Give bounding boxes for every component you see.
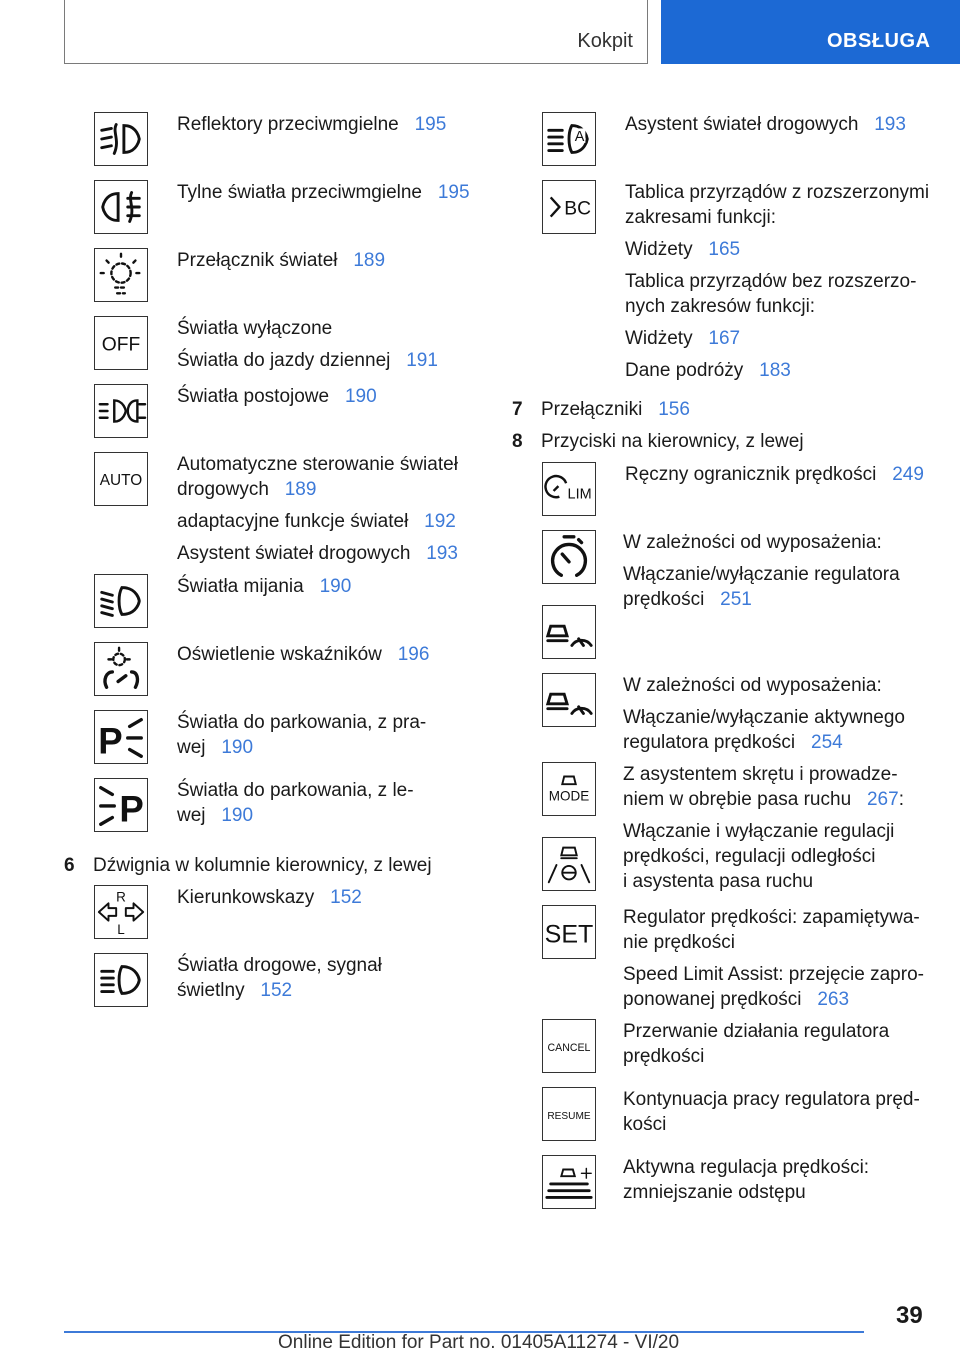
high-beam-assistant-icon <box>542 112 596 166</box>
cluster-extended-text-2: zakresami funkcji: <box>625 207 776 228</box>
front-fog-text: Reflektory przeciwmgielne 195 <box>177 114 447 135</box>
active-cruise-text-2: Włączanie/wyłączanie aktywnego <box>623 707 905 728</box>
active-cruise-text-1: W zależności od wyposażenia: <box>623 675 882 696</box>
svg-text:L: L <box>117 922 125 938</box>
svg-text:RESUME: RESUME <box>547 1110 591 1122</box>
light-switch-icon <box>94 248 148 302</box>
daytime-lights-text: Światła do jazdy dziennej 191 <box>177 350 438 371</box>
cruise-control-text-2: Włączanie/wyłączanie regulatora <box>623 564 900 585</box>
page-ref[interactable]: 165 <box>708 239 741 260</box>
page-ref[interactable]: 189 <box>284 479 317 500</box>
widgets-text-1: Widżety 165 <box>625 239 741 260</box>
page-ref[interactable]: 192 <box>424 511 456 532</box>
speed-limiter-icon <box>542 462 596 516</box>
widgets-text-2: Widżety 167 <box>625 328 741 349</box>
cruise-control-text-3: prędkości 251 <box>623 589 752 610</box>
parking-right-text-2: wej 190 <box>177 737 254 758</box>
svg-text:BC: BC <box>564 198 592 220</box>
auto-lights-text-2: drogowych 189 <box>177 479 317 500</box>
page-ref[interactable]: 267 <box>866 789 899 810</box>
light-switch-text: Przełącznik świateł 189 <box>177 250 386 271</box>
instrument-lighting-text: Oświetlenie wskaźników 196 <box>177 644 430 665</box>
parking-light-left-icon <box>94 778 148 832</box>
instrument-lighting-icon <box>94 642 148 696</box>
auto-lights-text-1: Automatyczne sterowanie świateł <box>177 454 458 475</box>
assist-toggle-text-1: Włączanie i wyłączanie regulacji <box>623 821 895 842</box>
header-chapter-title: OBSŁUGA <box>827 30 931 52</box>
page-number: 39 <box>896 1302 923 1329</box>
high-beam-icon <box>94 953 148 1007</box>
lane-assist-text-1: Z asystentem skrętu i prowadze- <box>623 764 898 785</box>
page-ref[interactable]: 189 <box>353 250 386 271</box>
page-ref[interactable]: 254 <box>811 732 843 753</box>
lights-off-icon <box>94 316 148 370</box>
page-ref[interactable]: 249 <box>892 464 924 485</box>
page-ref[interactable]: 190 <box>221 737 254 758</box>
set-speed-text-1: Regulator prędkości: zapamiętywa- <box>623 907 920 928</box>
svg-text:OFF: OFF <box>101 334 141 356</box>
cluster-basic-text-2: nych zakresów funkcji: <box>625 296 816 317</box>
active-cruise-text-3: regulatora prędkości 254 <box>623 732 843 753</box>
front-fog-light-icon <box>94 112 148 166</box>
footer-edition: Online Edition for Part no. 01405A11274 - VI/20 <box>278 1332 680 1353</box>
page-ref[interactable]: 251 <box>720 589 752 610</box>
svg-text:MODE: MODE <box>548 788 590 804</box>
speed-limit-assist-text-1: Speed Limit Assist: przejęcie zapro- <box>623 964 924 985</box>
rear-fog-text: Tylne światła przeciwmgielne 195 <box>177 182 470 203</box>
parking-light-right-icon <box>94 710 148 764</box>
trip-data-text: Dane podróży 183 <box>625 360 791 381</box>
cluster-basic-text-1: Tablica przyrządów bez rozszerzo- <box>625 271 917 292</box>
resume-text-2: kości <box>623 1114 667 1135</box>
page-ref[interactable]: 190 <box>319 576 352 597</box>
header-section-title: Kokpit <box>577 30 633 52</box>
svg-text:AUTO: AUTO <box>99 471 143 489</box>
turn-signal-icon <box>94 885 148 939</box>
section-number: 8 <box>512 431 523 452</box>
page-ref[interactable]: 263 <box>817 989 850 1010</box>
lane-assist-text-2: niem w obrębie pasa ruchu 267: <box>623 789 904 810</box>
section-number: 6 <box>64 855 75 876</box>
page-ref[interactable]: 156 <box>658 399 690 420</box>
page-ref[interactable]: 183 <box>759 360 791 381</box>
active-cruise-icon <box>542 673 596 727</box>
page-ref[interactable]: 191 <box>406 350 438 371</box>
high-beam-assistant-text: Asystent świateł drogowych 193 <box>625 114 906 135</box>
page-ref[interactable]: 167 <box>708 328 741 349</box>
high-beam-assist-text: Asystent świateł drogowych 193 <box>177 543 458 564</box>
low-beam-icon <box>94 574 148 628</box>
driving-assistant-icon <box>542 837 596 891</box>
parking-left-text-2: wej 190 <box>177 805 254 826</box>
svg-text:A: A <box>574 128 585 145</box>
header-chapter-tab <box>661 0 960 64</box>
svg-text:LIM: LIM <box>567 486 592 503</box>
cancel-text-2: prędkości <box>623 1046 705 1067</box>
resume-button-icon <box>542 1087 596 1141</box>
section-8-title: Przyciski na kierownicy, z lewej <box>541 431 804 452</box>
page-ref[interactable]: 195 <box>437 182 470 203</box>
parking-lights-icon <box>94 384 148 438</box>
distance-decrease-icon <box>542 1155 596 1209</box>
svg-text:P: P <box>119 788 144 830</box>
section-number: 7 <box>512 399 523 420</box>
auto-lights-icon <box>94 452 148 506</box>
section-6-title: Dźwignia w kolumnie kierownicy, z lewej <box>93 855 432 876</box>
svg-text:P: P <box>98 720 123 762</box>
set-speed-text-2: nie prędkości <box>623 932 735 953</box>
distance-decrease-text-2: zmniejszanie odstępu <box>623 1182 806 1203</box>
speed-limiter-text: Ręczny ogranicznik prędkości 249 <box>625 464 924 485</box>
page-ref[interactable]: 190 <box>344 386 377 407</box>
resume-text-1: Kontynuacja pracy regulatora pręd- <box>623 1089 920 1110</box>
distance-decrease-text-1: Aktywna regulacja prędkości: <box>623 1157 870 1178</box>
rear-fog-light-icon <box>94 180 148 234</box>
page-ref[interactable]: 195 <box>414 114 447 135</box>
parking-lights-text: Światła postojowe 190 <box>177 386 377 407</box>
high-beam-text-1: Światła drogowe, sygnał <box>177 955 382 976</box>
assist-toggle-text-3: i asystenta pasa ruchu <box>623 871 814 892</box>
svg-text:R: R <box>116 889 126 905</box>
high-beam-text-2: świetlny 152 <box>177 980 293 1001</box>
mode-button-icon <box>542 762 596 816</box>
cruise-control-icon <box>542 530 596 584</box>
low-beam-text: Światła mijania 190 <box>177 576 352 597</box>
bc-button-icon <box>542 180 596 234</box>
page-ref[interactable]: 190 <box>221 805 254 826</box>
speed-limit-assist-text-2: ponowanej prędkości 263 <box>623 989 850 1010</box>
svg-text:SET: SET <box>544 920 594 949</box>
header-section-box <box>64 0 648 64</box>
cluster-extended-text-1: Tablica przyrządów z rozszerzonymi <box>625 182 930 203</box>
assist-toggle-text-2: prędkości, regulacji odległości <box>623 846 876 867</box>
page-ref[interactable]: 196 <box>397 644 430 665</box>
cruise-control-text-1: W zależności od wyposażenia: <box>623 532 882 553</box>
cancel-text-1: Przerwanie działania regulatora <box>623 1021 890 1042</box>
page-ref[interactable]: 152 <box>260 980 293 1001</box>
turn-signal-text: Kierunkowskazy 152 <box>177 887 362 908</box>
svg-text:CANCEL: CANCEL <box>547 1041 591 1054</box>
section-7-title: Przełączniki 156 <box>541 399 690 420</box>
parking-left-text-1: Światła do parkowania, z le- <box>177 780 414 801</box>
page-ref[interactable]: 193 <box>426 543 458 564</box>
adaptive-lights-text: adaptacyjne funkcje świateł 192 <box>177 511 456 532</box>
cancel-button-icon <box>542 1019 596 1073</box>
lights-off-text: Światła wyłączone <box>177 318 333 339</box>
car-speed-icon <box>542 605 596 659</box>
page-ref[interactable]: 152 <box>330 887 362 908</box>
page-ref[interactable]: 193 <box>874 114 906 135</box>
set-button-icon <box>542 905 596 959</box>
parking-right-text-1: Światła do parkowania, z pra- <box>177 712 427 733</box>
